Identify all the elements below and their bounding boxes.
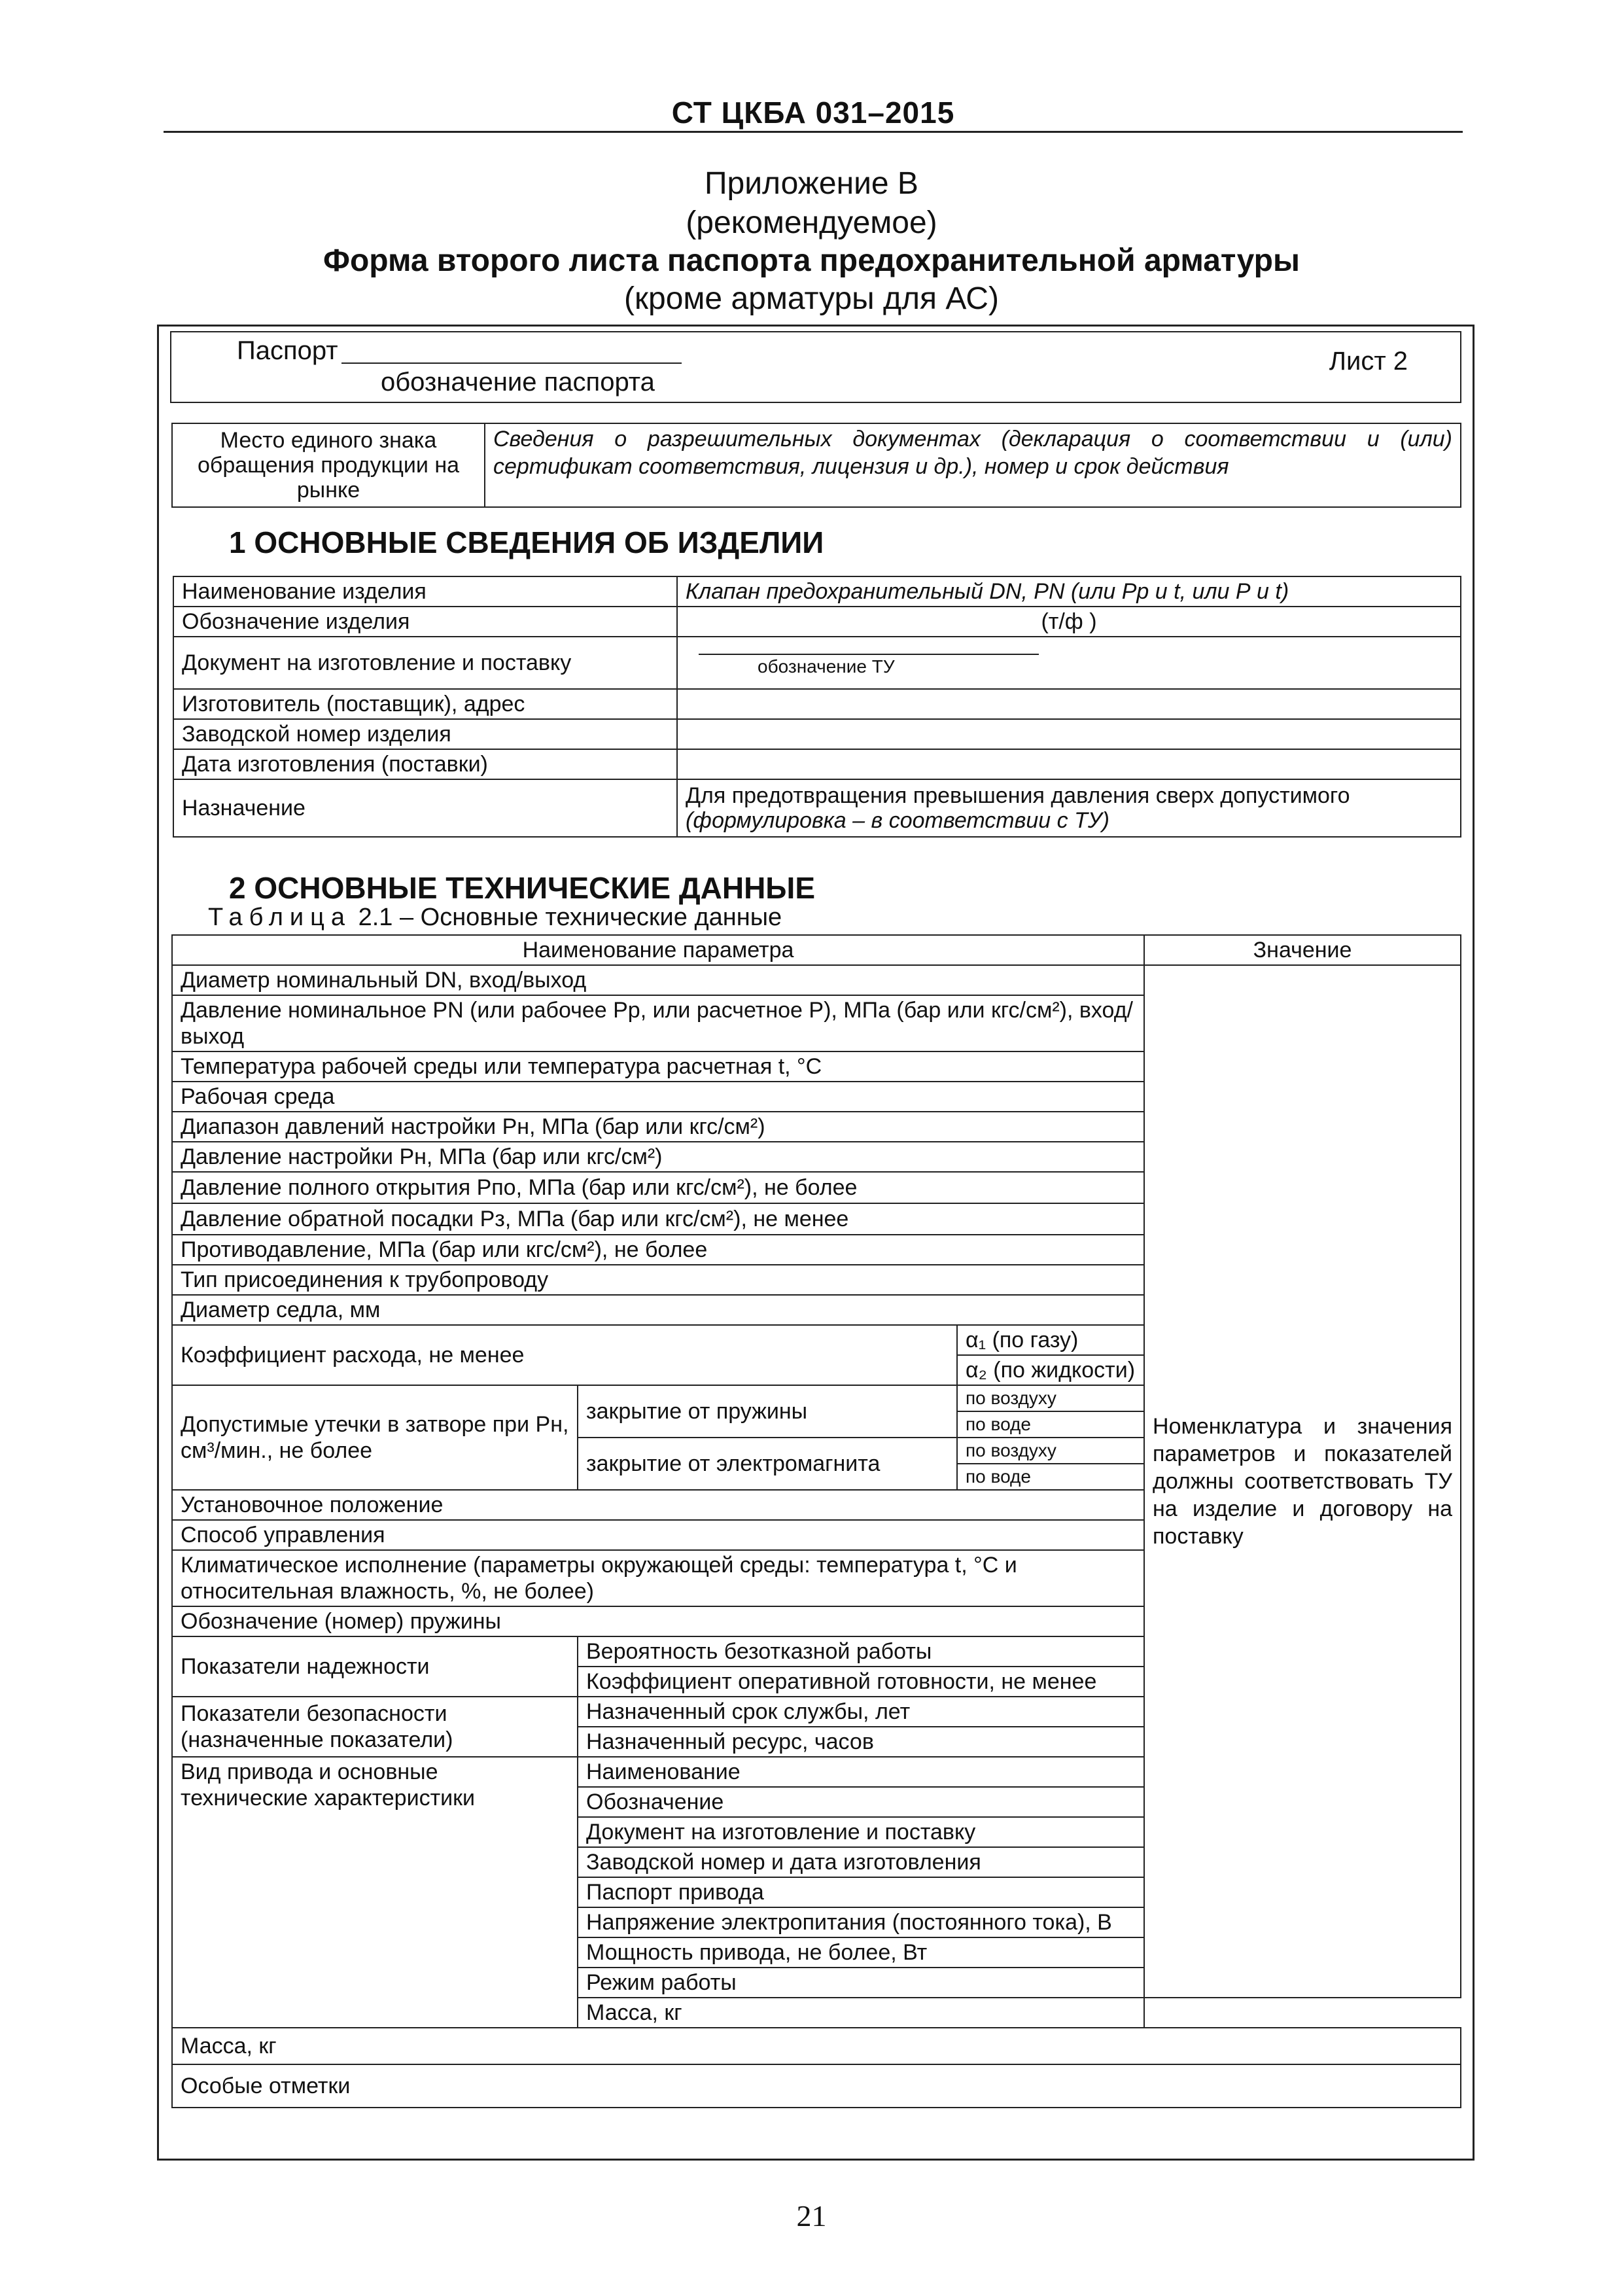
purpose-value[interactable] — [677, 779, 1461, 837]
section2-title: 2 ОСНОВНЫЕ ТЕХНИЧЕСКИЕ ДАННЫЕ — [229, 871, 816, 905]
row-leak-spring: закрытие от пружины — [578, 1385, 957, 1438]
row-control: Способ управления — [172, 1520, 1144, 1550]
product-name-value[interactable] — [677, 576, 1461, 607]
page-number: 21 — [796, 2199, 827, 2233]
product-designation-value[interactable]: (т/ф ) — [677, 607, 1461, 637]
drive-item: Масса, кг — [578, 1998, 1144, 2028]
safety-resource: Назначенный ресурс, часов — [578, 1727, 1144, 1757]
row-full-open: Давление полного открытия Рпо, МПа (бар или кгс/см²), не более — [172, 1172, 1144, 1203]
manufacturer-value[interactable] — [677, 689, 1461, 719]
row-leak: Допустимые утечки в затворе при Рн, см³/мин., не более — [172, 1385, 578, 1490]
tech-data-table — [171, 934, 1461, 2108]
row-mass: Масса, кг — [172, 2028, 1461, 2064]
tu-caption: обозначение ТУ — [758, 656, 895, 677]
row-range: Диапазон давлений настройки Рн, МПа (бар или кгс/см²) — [172, 1112, 1144, 1142]
form-note: (кроме арматуры для АС) — [624, 281, 999, 316]
drive-item: Обозначение — [578, 1787, 1144, 1817]
manufacturing-doc-value[interactable] — [677, 637, 1461, 689]
drive-item: Паспорт привода — [578, 1877, 1144, 1907]
table-caption — [208, 903, 782, 932]
leak-em-water: по воде — [957, 1464, 1144, 1490]
safety-life: Назначенный срок службы, лет — [578, 1697, 1144, 1727]
table-caption-word: Таблица — [208, 904, 351, 931]
section1-title: 1 ОСНОВНЫЕ СВЕДЕНИЯ ОБ ИЗДЕЛИИ — [229, 525, 824, 559]
form-title: Форма второго листа паспорта предохранительной арматуры — [323, 243, 1300, 278]
row-reliability: Показатели надежности — [172, 1636, 578, 1697]
annex-title: Приложение В — [705, 166, 918, 201]
drive-item: Документ на изготовление и поставку — [578, 1817, 1144, 1847]
param-header: Наименование параметра — [172, 935, 1144, 965]
row-flow: Коэффициент расхода, не менее — [172, 1325, 957, 1385]
serial-number-value[interactable] — [677, 719, 1461, 749]
row-climate: Климатическое исполнение (параметры окружающей среды: температура t, °С и относительная влажность, %, не более) — [172, 1550, 1144, 1606]
drive-item: Наименование — [578, 1757, 1144, 1787]
purpose-label: Назначение — [173, 779, 677, 837]
row-dn: Диаметр номинальный DN, вход/выход — [172, 965, 1144, 995]
row-safety: Показатели безопасности (назначенные показатели) — [172, 1697, 578, 1757]
manufacture-date-label: Дата изготовления (поставки) — [173, 749, 677, 779]
row-seat: Диаметр седла, мм — [172, 1295, 1144, 1325]
row-spring: Обозначение (номер) пружины — [172, 1606, 1144, 1636]
leak-em-air: по воздуху — [957, 1438, 1144, 1464]
product-designation-label: Обозначение изделия — [173, 607, 677, 637]
table-caption-text: 2.1 – Основные технические данные — [358, 904, 782, 931]
leak-spring-water: по воде — [957, 1411, 1144, 1438]
product-name-text: Клапан предохранительный DN, PN (или Рр и t, или Р и t) — [686, 579, 1289, 604]
row-leak-em: закрытие от электромагнита — [578, 1438, 957, 1490]
row-drive: Вид привода и основные технические характеристики — [172, 1757, 578, 2028]
permits-cell: Сведения о разрешительных документах (декларация о соответствии и (или) сертификат соответствия, лицензия и др.), номер и срок действия — [485, 423, 1461, 507]
row-install: Установочное положение — [172, 1490, 1144, 1520]
header-rule — [164, 131, 1463, 133]
row-medium: Рабочая среда — [172, 1082, 1144, 1112]
manufacture-date-value[interactable] — [677, 749, 1461, 779]
sheet-number: Лист 2 — [1329, 347, 1408, 376]
row-flow-liquid: α₂ (по жидкости) — [957, 1355, 1144, 1385]
document-code: СТ ЦКБА 031–2015 — [671, 96, 955, 130]
manufacturing-doc-label: Документ на изготовление и поставку — [173, 637, 677, 689]
passport-designation-label: обозначение паспорта — [381, 368, 655, 397]
passport-label: Паспорт — [237, 336, 338, 365]
row-setp: Давление настройки Рн, МПа (бар или кгс/см²) — [172, 1142, 1144, 1172]
passport-box — [170, 331, 1461, 403]
tu-line — [699, 654, 1039, 655]
passport-number-line[interactable] — [341, 362, 682, 364]
drive-item: Режим работы — [578, 1968, 1144, 1998]
product-info-table — [173, 576, 1461, 838]
market-table — [171, 423, 1461, 508]
serial-number-label: Заводской номер изделия — [173, 719, 677, 749]
mark-place-cell: Место единого знака обращения продукции на рынке — [172, 423, 485, 507]
value-header: Значение — [1144, 935, 1461, 965]
drive-item: Напряжение электропитания (постоянного тока), В — [578, 1907, 1144, 1937]
purpose-note: (формулировка – в соответствии с ТУ) — [686, 808, 1109, 833]
drive-item: Заводской номер и дата изготовления — [578, 1847, 1144, 1877]
product-name-label: Наименование изделия — [173, 576, 677, 607]
reliability-coef: Коэффициент оперативной готовности, не менее — [578, 1667, 1144, 1697]
manufacturer-label: Изготовитель (поставщик), адрес — [173, 689, 677, 719]
row-backpressure: Противодавление, МПа (бар или кгс/см²), не более — [172, 1235, 1144, 1265]
row-temp: Температура рабочей среды или температура расчетная t, °С — [172, 1051, 1144, 1082]
row-pn: Давление номинальное PN (или рабочее Рр, или расчетное Р), МПа (бар или кгс/см²), вход/выход — [172, 995, 1144, 1051]
leak-spring-air: по воздуху — [957, 1385, 1144, 1411]
row-reseat: Давление обратной посадки Рз, МПа (бар или кгс/см²), не менее — [172, 1203, 1144, 1235]
reliability-prob: Вероятность безотказной работы — [578, 1636, 1144, 1667]
drive-item: Мощность привода, не более, Вт — [578, 1937, 1144, 1968]
purpose-text: Для предотвращения превышения давления сверх допустимого — [686, 783, 1350, 808]
row-connection: Тип присоединения к трубопроводу — [172, 1265, 1144, 1295]
row-notes: Особые отметки — [172, 2064, 1461, 2108]
annex-status: (рекомендуемое) — [686, 205, 937, 240]
row-flow-gas: α₁ (по газу) — [957, 1325, 1144, 1355]
value-note: Номенклатура и значения параметров и показателей должны соответствовать ТУ на изделие и договору на поставку — [1144, 965, 1461, 1998]
